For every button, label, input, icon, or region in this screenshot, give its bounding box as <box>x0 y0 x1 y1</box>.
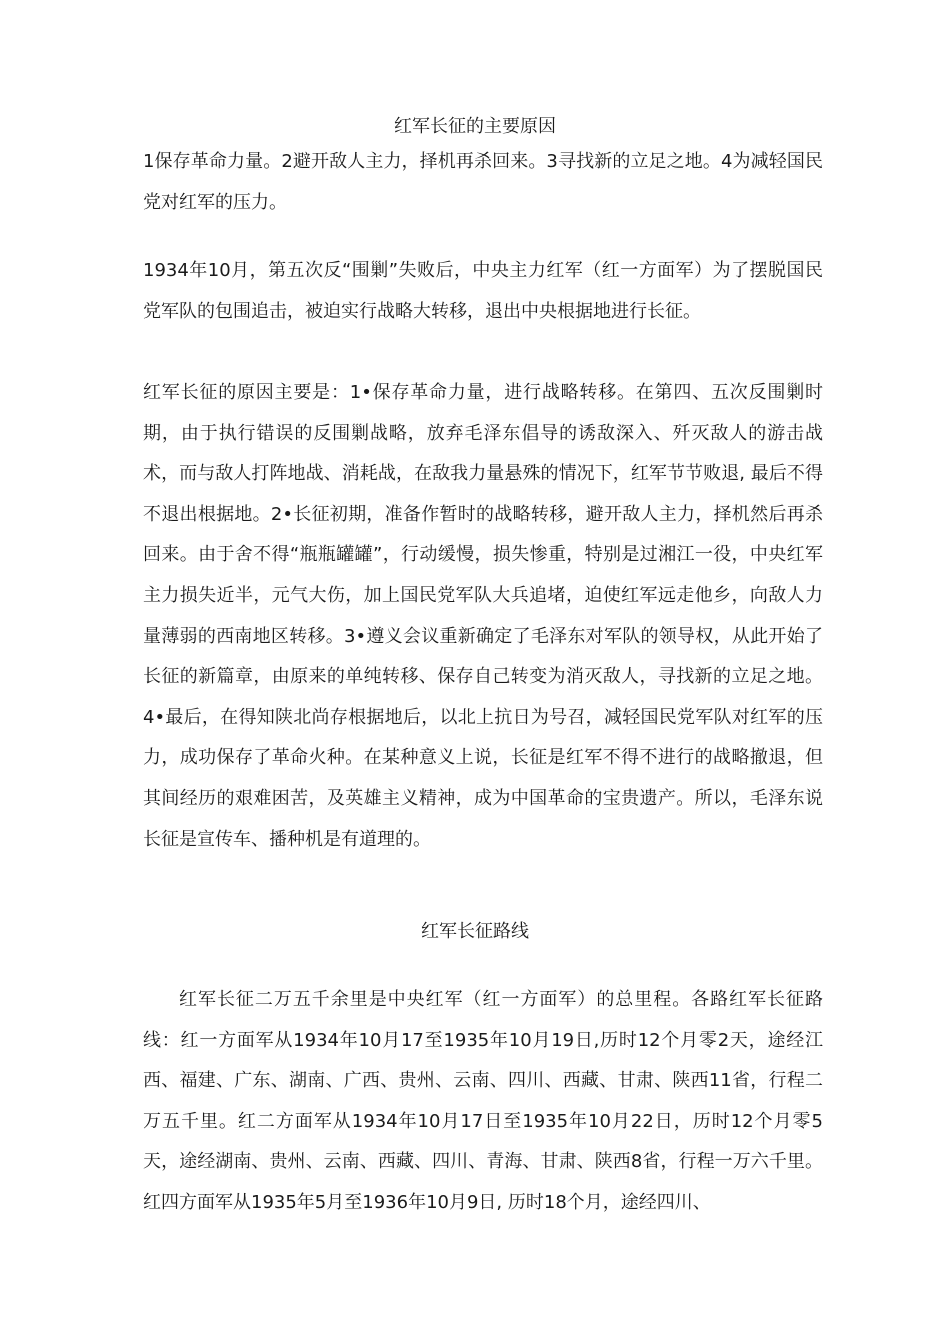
paragraph-background: 1934年10月，第五次反“围剿”失败后，中央主力红军（红一方面军）为了摆脱国民党军队的包围追击，被迫实行战略大转移，退出中央根据地进行长征。 <box>143 260 823 322</box>
paragraph-reasons-summary: 1保存革命力量。2避开敌人主力，择机再杀回来。3寻找新的立足之地。4为减轻国民党对红军的压力。 <box>143 151 823 213</box>
title-long-march-route: 红军长征路线 <box>421 921 529 942</box>
paragraph-reasons-detail: 红军长征的原因主要是：1•保存革命力量，进行战略转移。在第四、五次反围剿时期，由于执行错误的反围剿战略，放弃毛泽东倡导的诱敌深入、歼灭敌人的游击战术，而与敌人打阵地战、消耗战，在敌我力量悬殊的情况下，红军节节败退, 最后不得不退出根据地。2•长征初期，准备作暂时的战略转移，避开敌人主力，择机然后再杀回来。由于舍不得“瓶瓶罐罐”，行动缓慢，损失惨重，特别是过湘江一役，中央红军主力损失近半，元气大伤，加上国民党军队大兵追堵，迫使红军远走他乡，向敌人力量薄弱的西南地区转移。3•遵义会议重新确定了毛泽东对军队的领导权，从此开始了长征的新篇章，由原来的单纯转移、保存自己转变为消灭敌人，寻找新的立足之地。4•最后，在得知陕北尚存根据地后，以北上抗日为号召，减轻国民党军队对红军的压力，成功保存了革命火种。在某种意义上说，长征是红军不得不进行的战略撤退，但其间经历的艰难困苦，及英雄主义精神，成为中国革命的宝贵遗产。所以，毛泽东说长征是宣传车、播种机是有道理的。 <box>143 382 823 850</box>
paragraph-route: 红军长征二万五千余里是中央红军（红一方面军）的总里程。各路红军长征路线：红一方面军从1934年10月17至1935年10月19日,历时12个月零2天，途经江西、福建、广东、湖南、广西、贵州、云南、四川、西藏、甘肃、陕西11省，行程二万五千里。红二方面军从1934年10月17日至1935年10月22日，历时12个月零5天，途经湖南、贵州、云南、西藏、四川、青海、甘肃、陕西8省，行程一万六千里。红四方面军从1935年5月至1936年10月9日, 历时18个月，途经四川、 <box>143 989 823 1213</box>
title-long-march-reasons: 红军长征的主要原因 <box>394 116 556 137</box>
